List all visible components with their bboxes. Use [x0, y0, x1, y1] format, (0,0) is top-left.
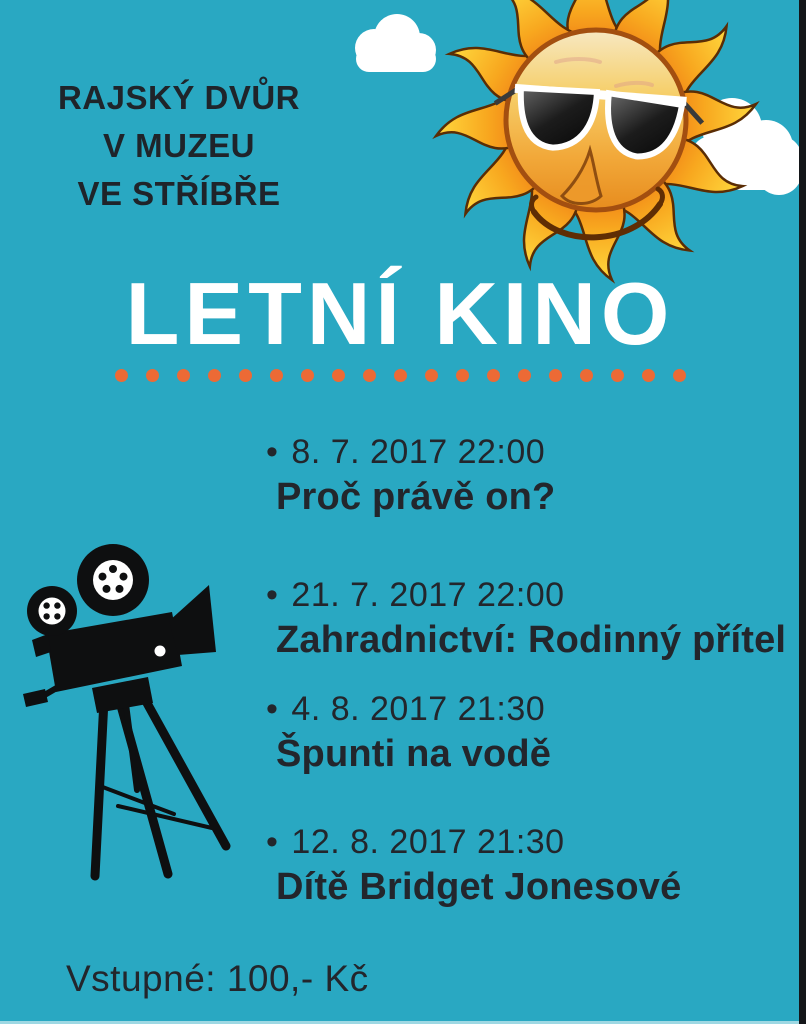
divider-dot — [177, 369, 190, 382]
screening-date-text: 4. 8. 2017 21:30 — [291, 690, 546, 728]
admission-price: Vstupné: 100,- Kč — [66, 958, 369, 999]
screening-film-title: Zahradnictví: Rodinný přítel — [276, 619, 787, 661]
film-camera-tripod-icon — [23, 544, 226, 876]
poster-title: LETNÍ KINO — [125, 264, 675, 363]
screening-item — [266, 820, 681, 910]
venue-line-3: VE STŘÍBŘE — [77, 175, 281, 212]
screening-item — [266, 687, 551, 777]
screenings-list — [266, 0, 806, 1024]
bullet-dot: • — [266, 576, 279, 614]
right-edge-strip — [799, 0, 806, 1024]
screening-item — [266, 430, 555, 520]
screening-date — [266, 573, 786, 617]
screening-film-title: Špunti na vodě — [276, 733, 552, 775]
screening-date-text: 21. 7. 2017 22:00 — [291, 576, 565, 614]
screening-film-title: Dítě Bridget Jonesové — [276, 866, 682, 908]
divider-dot — [146, 369, 159, 382]
venue-line-2: V MUZEU — [103, 127, 255, 164]
bullet-dot: • — [266, 690, 279, 728]
bullet-dot: • — [266, 433, 279, 471]
screening-date-text: 12. 8. 2017 21:30 — [291, 823, 565, 861]
divider-dot — [208, 369, 221, 382]
screening-item — [266, 573, 786, 663]
screening-date — [266, 430, 555, 474]
divider-dot — [115, 369, 128, 382]
venue-line-1: RAJSKÝ DVŮR — [57, 79, 301, 116]
divider-dot — [239, 369, 252, 382]
screening-date — [266, 687, 551, 731]
screening-film-title: Proč právě on? — [276, 476, 556, 518]
bullet-dot: • — [266, 823, 279, 861]
screening-date-text: 8. 7. 2017 22:00 — [291, 433, 546, 471]
screening-date — [266, 820, 681, 864]
